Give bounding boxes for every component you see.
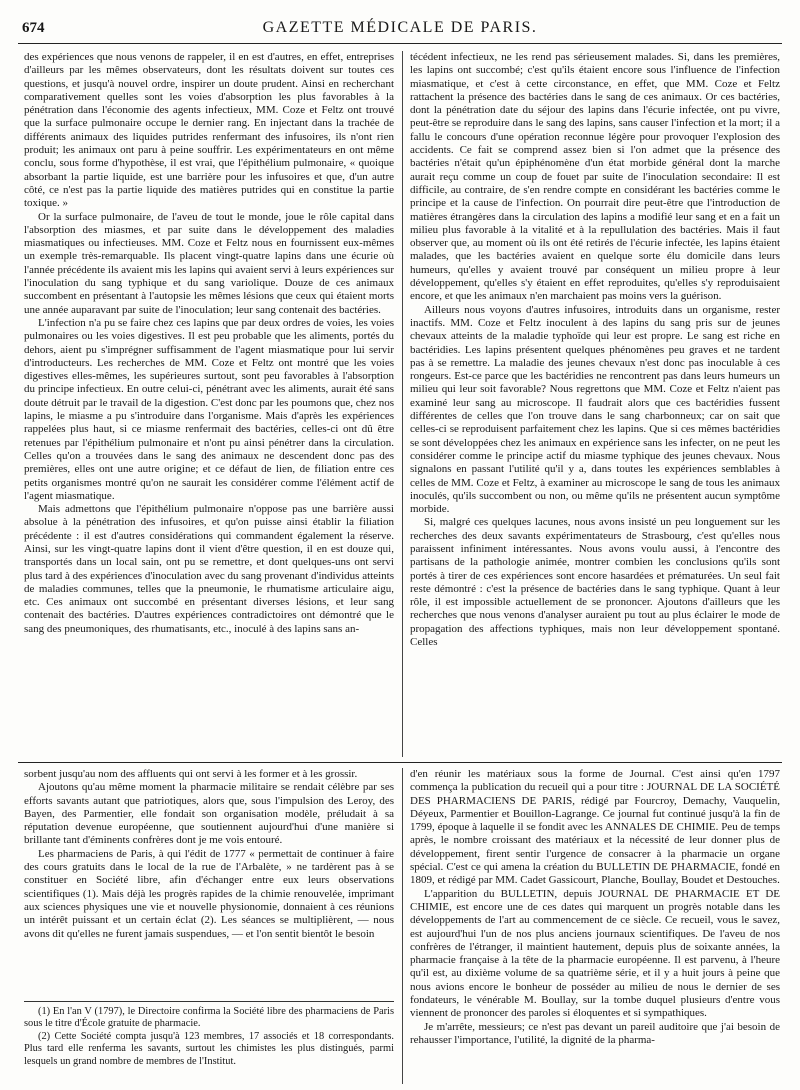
article-column-left (24, 51, 394, 757)
page-header (18, 16, 782, 40)
feuilleton-column-left (24, 768, 394, 996)
page-number: 674 (22, 20, 45, 36)
column-divider (402, 768, 403, 1084)
footnote: (1) En l'an V (1797), le Directoire confirma la Société libre des pharmaciens de Paris sous le titre d'École gratuite de pharmacie. (24, 1006, 394, 1030)
paragraph: d'en réunir les matériaux sous la forme de Journal. C'est ainsi qu'en 1797 commença la publication du recueil qui a pour titre : JOURNAL DE LA SOCIÉTÉ DES PHARMACIENS DE PARIS, rédigé par Fourcroy, Demachy, Vauquelin, Déyeux, Parmentier et Bouillon-Lagrange. Ce journal fut continué jusqu'à la fin de 1799, époque à laquelle il se fondit avec les ANNALES DE CHIMIE. Peu de temps après, le nombre croissant des matériaux et la nécessité de leur donner plus de développement, firent sentir l'urgence de consacrer à la pharmacie un organe spécial. C'est ce qui amena la création du BULLETIN DE PHARMACIE, fondé en 1809, et rédigé par MM. Cadet Gassicourt, Planche, Boullay, Boudet et Destouches. (410, 768, 780, 887)
column-divider (402, 51, 403, 757)
paragraph: sorbent jusqu'au nom des affluents qui ont servi à les former et à les grossir. (24, 768, 358, 780)
paragraph: Ailleurs nous voyons d'autres infusoires, introduits dans un organisme, rester inactifs. MM. Coze et Feltz inoculent à des lapins du sang pris sur de jeunes chevaux atteints de la maladie typhoïde qui leur est propre. Le sang est riche en bactéridies. Les lapins présentent quelques phénomènes peu graves et ne tardent pas à se remettre. La maladie des jeunes chevaux n'est donc pas inoculable à ces rongeurs. Est-ce parce que les bactéridies ne rencontrent pas dans leurs humeurs un milieu qui leur soit favorable? Nous regrettons que MM. Coze et Feltz n'aient pas examiné leur sang au microscope. Il faudrait alors que ces bactéridies fussent différentes de celles que l'on trouve dans le sang charbonneux; car on sait que celles-ci se reproduisent parfaitement chez les lapins. Que si ces mêmes bactéridies se sont développées chez les animaux en expérience sans les infecter, on ne peut les considérer comme le principe actif du miasme typhique des jeunes chevaux. Nous signalons en passant l'utilité qu'il y a, dans toutes les expériences semblables à celles de MM. Coze et Feltz, à examiner au microscope le sang de tous les animaux inoculés, qu'ils succombent ou non, ou même qu'ils ne présentent aucun symptôme morbide. (410, 303, 780, 516)
paragraph: Ajoutons qu'au même moment la pharmacie militaire se rendait célèbre par ses efforts savants autant que patriotiques, alors que, sous l'impulsion des Leroy, des Bayen, des Parmentier, elle fondait son organisation modèle, préludait à sa réputation devenue européenne, que soutiennent aujourd'hui d'une manière si brillante tant d'éminents confrères dont je me vois entouré. (24, 781, 394, 847)
footnote: (2) Cette Société compta jusqu'à 123 membres, 17 associés et 18 correspondants. Plus tard elle renferma les savants, surtout les chimistes les plus distingués, parmi lesquels un grand nombre de membres de l'Institut. (24, 1030, 394, 1067)
paragraph: Mais admettons que l'épithélium pulmonaire n'oppose pas une barrière aussi absolue à la pénétration des infusoires, et qu'on puisse ainsi établir la filiation précédente : il est d'autres considérations qui commandent également la réserve. Ainsi, sur les vingt-quatre lapins dont il vient d'être question, il en est douze qui, transportés dans un local sain, ont pu se remettre, et dont quelques-uns ont servi plus tard à des expériences d'inoculation avec du sang provenant d'individus atteints de maladies communes, telles que la pneumonie, le rhumatisme articulaire aigu, etc. Ces animaux ont succombé en présentant diverses lésions, et leur sang contenait des bactéries. D'autres expériences contradictoires ont démontré que le sang des pneumoniques, des rhumatisants, etc., inoculé à des lapins sans an- (24, 503, 394, 635)
section-rule (18, 762, 782, 763)
paragraph: des expériences que nous venons de rappeler, il en est d'autres, en effet, entreprises d'ailleurs par les mêmes observateurs, dont les résultats doivent sur toutes ces questions, et jusqu'à nouvel ordre, inspirer un doute prudent. Ainsi en recherchant comparativement quelles sont les voies d'absorption les plus favorables à la pénétration dans l'économie des agents infectieux, MM. Coze et Feltz ont trouvé que la surface pulmonaire occupe le dernier rang. En injectant dans la trachée de différents animaux des liquides putrides renfermant des infusoires, ils n'ont rien produit; les animaux ont paru à peine souffrir. Les expérimentateurs en ont même conclu, sous forme d'hypothèse, il est vrai, que l'épithélium pulmonaire, « quoique absorbant la partie liquide, est une barrière pour les infusoires et que, d'un autre côté, ce n'est pas la partie liquide des matières putrides qui en constitue la partie toxique. » (24, 51, 394, 210)
paragraph: Or la surface pulmonaire, de l'aveu de tout le monde, joue le rôle capital dans l'absorption des miasmes, et par suite dans le développement des maladies miasmatiques ou infectieuses. MM. Coze et Feltz nous en fournissent eux-mêmes un exemple très-remarquable. Ils placent vingt-quatre lapins dans une écurie où l'année précédente ils avaient mis les lapins qui avaient servi à leurs expériences sur l'inoculation du sang typhique et du sang variolique. Douze de ces animaux succombent en présentant à l'autopsie les mêmes lésions que ceux qui étaient morts une année auparavant par suite de l'inoculation; leur sang contenait des bactéries. (24, 210, 394, 316)
paragraph: Je m'arrête, messieurs; ce n'est pas devant un pareil auditoire que j'ai besoin de rehausser l'importance, l'utilité, la dignité de la pharma- (410, 1020, 780, 1046)
paragraph: L'apparition du BULLETIN, depuis JOURNAL DE PHARMACIE ET DE CHIMIE, est encore une de ces dates qui marquent un progrès notable dans les développements de l'art au commencement de ce siècle. Ce recueil, vous le savez, est aujourd'hui l'un de nos plus anciens journaux scientifiques. De l'aveu de nos confrères de l'étranger, il maintient hautement, depuis plus de soixante années, la pharmacie française à la tête de la pharmacie européenne. Il est parvenu, à l'heure qu'il est, au dixième volume de sa quatrième série, et il y a huit jours à peine que nous avions encore le bonheur de posséder au milieu de nous le dernier de ses fondateurs, le vénérable M. Boullay, sur la tombe duquel plusieurs d'entre vous viennent de prononcer des paroles si éloquentes et si sympathiques. (410, 887, 780, 1020)
feuilleton-column-right (410, 768, 780, 1084)
article-column-right (410, 51, 780, 757)
header-rule (18, 43, 782, 44)
paragraph: L'infection n'a pu se faire chez ces lapins que par deux ordres de voies, les voies pulmonaires ou les voies digestives. Il est peu probable que les aliments, portés du dehors, aient pu s'imprégner suffisamment de l'agent miasmatique pour lui servir d'introducteurs. Les recherches de MM. Coze et Feltz ont montré que les voies digestives elles-mêmes, les supérieures surtout, sont peu favorables à l'absorption du principe infectieux. En outre celui-ci, pénétrant avec les aliments, aurait été sans doute détruit par le travail de la digestion. C'est donc par les poumons que, chez nos lapins, le miasme a pu s'introduire dans l'organisme. Mais d'après les expériences rappelées plus haut, si ce miasme renfermait des bactéries, celles-ci ont dû être retenues par l'épithélium pulmonaire et n'ont pu ainsi pénétrer dans la circulation. Celles qu'on a trouvées dans le sang des animaux ne descendent donc pas des premières, elles ont une autre origine; et ce défaut de lien, de filiation entre ces petits organismes montré qu'on ne saurait les considérer comme l'élément actif de l'agent miasmatique. (24, 316, 394, 502)
paragraph: Les pharmaciens de Paris, à qui l'édit de 1777 « permettait de continuer à faire des cours gratuits dans le local de la rue de l'Arbalète, » ne tardèrent pas à se constituer en Société libre, afin d'échanger entre eux leurs observations scientifiques (1). Mais déjà les progrès rapides de la chimie renouvelée, imprimant aux sciences physiques une vie et nouvelle physionomie, donnaient à ces réunions un intérêt puissant et un certain éclat (2). Les séances se multiplièrent, — nous avons dit qu'elles ne furent jamais suspendues, — et l'on sentit bientôt le besoin (24, 847, 394, 940)
footnotes (24, 1006, 394, 1086)
paragraph: Si, malgré ces quelques lacunes, nous avons insisté un peu longuement sur les recherches des deux savants expérimentateurs de Strasbourg, c'est qu'elles nous paraissent infiniment intéressantes. Nous avons voulu aussi, à l'encontre des partisans de la pathologie animée, montrer combien les conclusions qu'ils sont portés à tirer de ces expériences sont encore hasardées et prématurées. Un seul fait reste démontré : c'est la présence de bactéries dans le sang typhique. Quant à leur rôle, il est impossible actuellement de se prononcer. Ajoutons d'ailleurs que les recherches que nous venons d'analyser auraient pu tout au plus éclairer le mode de propagation des affections typhiques, mais non leur développement spontané. Celles (410, 516, 780, 649)
footnote-rule (24, 1001, 394, 1002)
paragraph: técédent infectieux, ne les rend pas sérieusement malades. Si, dans les premières, les lapins ont succombé; c'est qu'ils étaient encore sous l'influence de l'infection miasmatique, et c'est à cette circonstance, en effet, que MM. Coze et Feltz rattachent la présence des bactéries dans le sang de ces animaux. Or ces bactéries, dont la pénétration date du séjour des lapins dans l'écurie infectée, ont pu vivre, peut-être se reproduire dans le sang des lapins, sans causer l'infection et la mort; il a fallu le concours d'une opération reconnue légère pour provoquer l'explosion des accidents. Ce fait se comprend assez bien si l'on admet que la présence des bactéries n'était qu'un épiphénomène d'un état morbide général dont la marche aurait reçu comme un coup de fouet par suite de l'inoculation secondaire: Il est difficile, au contraire, de s'en rendre compte en considérant les bactéries comme le principe et la cause de l'infection. On pourrait dire peut-être que l'introduction de matières étrangères dans la circulation des lapins a modifié leur sang et en a fait un milieu plus favorable à la vitalité et à la repullulation des bactéries. Mais il faut observer que, au moment où ils ont été retirés de l'écurie infectée, les lapins étaient malades, que les bactéries avaient en quelque sorte élu domicile dans leurs humeurs, qu'elles y avaient trouvé par conséquent un milieu propre à leur développement, qu'elles s'y étaient en effet reproduites, qu'elles s'y reproduisaient encore, et que les animaux n'en marchaient pas moins vers la guérison. (410, 51, 780, 303)
running-title: GAZETTE MÉDICALE DE PARIS. (262, 19, 538, 36)
